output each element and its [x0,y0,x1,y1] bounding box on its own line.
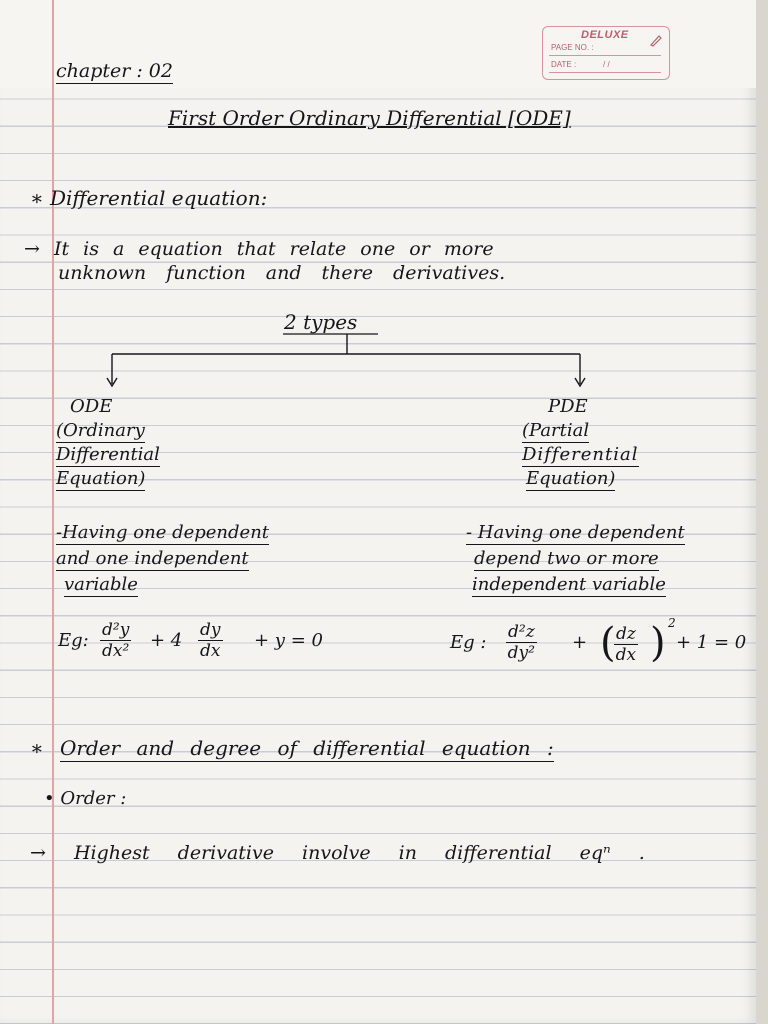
definition-line-2: unknown function and there derivatives. [58,262,506,284]
right-paren-icon: ) [650,620,666,666]
ode-fraction-second-derivative [100,620,131,661]
pde-frac2-den: dx [615,645,637,665]
stamp-date-label: DATE : [551,60,577,69]
ode-frac1-den: dx² [102,641,130,661]
order-subheading [44,788,126,809]
ode-line-3: Equation) [56,468,146,489]
types-label: 2 types [284,310,358,334]
ode-abbr: ODE [70,396,113,417]
ode-desc-1: -Having one dependent [56,522,270,543]
section-heading-order-degree [30,736,554,760]
pde-eg-mid: + [572,632,588,653]
stamp-page-no: PAGE NO. : [551,43,594,52]
ode-frac1-num: d²y [102,620,130,640]
stamp-date-value: / / [603,60,610,69]
section1-heading-text: Differential equation: [49,186,268,210]
ode-desc-2: and one independent [56,548,249,569]
pde-line-1: (Partial [522,420,590,441]
types-branch-diagram [0,0,768,400]
left-paren-icon: ( [600,620,616,666]
pde-eg-tail: + 1 = 0 [676,632,747,653]
asterisk-icon: ∗ [30,186,50,210]
order-definition-line: → Highest derivative involve in differential eqⁿ . [30,842,645,864]
pde-fraction-first-derivative [614,624,638,665]
pde-exponent: 2 [668,616,676,630]
pde-desc-2: depend two or more [474,548,659,569]
bullet-icon: • [44,788,61,809]
ode-eg-label: Eg: [58,630,89,651]
order-subheading-text: Order : [60,788,127,809]
asterisk-icon: ∗ [30,736,60,760]
ode-frac2-num: dy [200,620,221,640]
pde-abbr: PDE [548,396,588,417]
ode-eg-tail: + y = 0 [254,630,323,651]
pde-fraction-second-derivative [506,622,537,663]
ode-desc-3: variable [64,574,138,595]
pde-line-3: Equation) [526,468,616,489]
section2-heading-text: Order and degree of differential equation : [59,736,554,760]
pde-frac1-num: d²z [508,622,535,642]
ode-frac2-den: dx [200,641,221,661]
pde-eg-label: Eg : [450,632,487,653]
page-title: First Order Ordinary Differential [ODE] [168,106,571,130]
pde-desc-3: independent variable [472,574,666,595]
chapter-label: chapter : 02 [56,60,173,82]
ode-line-2: Differential [56,444,160,465]
ode-fraction-first-derivative [198,620,223,661]
stamp-brand: DELUXE [581,29,629,41]
pde-frac1-den: dy² [507,643,535,663]
ode-line-1: (Ordinary [56,420,145,441]
pde-line-2: Differential [522,444,639,465]
ode-eg-mid: + 4 [150,630,183,651]
pde-frac2-num: dz [616,624,636,644]
definition-line-1: → It is a equation that relate one or more [24,238,494,260]
pde-desc-1: - Having one dependent [466,522,685,543]
